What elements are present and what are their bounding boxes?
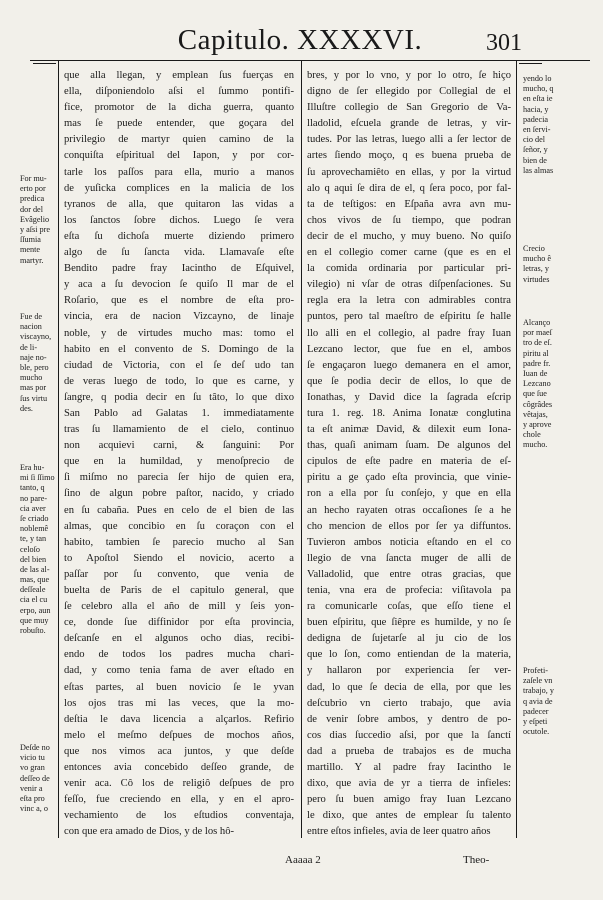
text-line: piritu a ge çado eſta provincia, que vinie- (307, 472, 511, 484)
text-line: eſtas partes, al buen novicio ſe le yvan (64, 681, 294, 693)
right-marginal-note-4 (523, 666, 569, 737)
text-line: buelta de Paris de el capitulo general, que (64, 585, 294, 596)
text-line: lladolid, eſcuela grande de letras, y vir- (307, 118, 511, 130)
marginal-note-line: Iuan de (523, 368, 548, 378)
text-line: ſi miſmo no parecia ſer hijo de quien era, (64, 472, 294, 484)
right-marginal-note-1 (523, 74, 569, 176)
left-marginal-note-2 (20, 312, 60, 414)
text-line: noble, y de virtudes mucho mas: tomo el (64, 327, 294, 339)
marginal-note-line: venir a (20, 783, 43, 793)
text-line: tarle los paſſos para ella, murio a manos (64, 166, 294, 178)
marginal-note-line: tro de eſ. (523, 338, 552, 348)
text-line: y aca a ſu devocion ſe quiſo Il mar de el (64, 279, 294, 291)
right-margin-rule (516, 60, 517, 838)
text-line: cipulos de eſte padre en materia de eſ- (307, 456, 511, 468)
text-line: los ſanctos ſobre dichos. Luego ſe vera (64, 214, 294, 226)
marginal-note-line: mi ſi ſſimo (20, 473, 55, 483)
text-line: que nos vimos aca juntos, y que deſde (64, 745, 294, 757)
text-line: bres, y por lo vno, y por lo otro, ſe hiço (307, 70, 511, 81)
text-line: digno de ſer ellegido por Collegial de el (307, 86, 511, 98)
text-line: que en la humildad, y menoſprecio de (64, 456, 294, 468)
marginal-note-line: vicio tu (20, 753, 45, 763)
marginal-note-line: naje no- (20, 352, 47, 362)
left-text-column (64, 68, 294, 841)
text-line: de venir ſobre ambos, y dentro de po- (307, 713, 511, 725)
text-line: Lezcano lector, que fue en el, ambos (307, 343, 511, 355)
text-line: Tuvieron ambos noticia eſtando en el co (307, 536, 511, 548)
marginal-note-line: vêtajas, (523, 409, 548, 419)
text-line: de yuſicka complices en la malicia de los (64, 182, 294, 194)
text-line: eſta ſu dichoſa muerte diziendo primero (64, 230, 294, 242)
text-line: deſcubrio vn cierto trabajo, que avia (307, 697, 511, 709)
text-line: llo alli en el collegio, al padre fray Iuan (307, 327, 511, 339)
catchword: Theo- (463, 854, 490, 866)
marginal-note-line: mas, que (20, 575, 50, 585)
text-line: alo q aqui ſe dira de el, q ſera poco, por fal- (307, 182, 511, 194)
marginal-note-line: por maeſ (523, 328, 552, 338)
marginal-note-line: cia aver (20, 503, 46, 513)
marginal-note-line: eſta pro (20, 793, 45, 803)
marginal-note-line: For mu- (20, 174, 47, 183)
text-line: ſe celebro alla el año de mill y ſeis yon- (64, 601, 294, 613)
text-line: San Pablo ad Galatas 1. immediatamente (64, 407, 294, 419)
marginal-note-line: en ſervi- (523, 124, 551, 134)
text-line: la comida ordinaria por particular pri- (307, 263, 511, 275)
text-line: tras ſu llamamiento de el cielo, continuo (64, 424, 294, 436)
marginal-note-line: predica (20, 194, 45, 204)
marginal-note-line: deſſeale (20, 585, 46, 595)
marginal-note-line: yendo lo (523, 74, 552, 83)
marginal-note-line: Deſde no (20, 743, 50, 752)
text-line: cos dias ſuccedio aſsi, por que la ſanctí (307, 729, 511, 741)
text-line: Ionathas, y David dice la ſagrada eſcrip (307, 391, 511, 403)
marginal-note-line: ocutole. (523, 727, 550, 737)
marginal-note-line: côgrâdes (523, 399, 553, 409)
text-line: ra comunicarle coſas, que eſſo tiene el (307, 601, 511, 613)
marginal-note-line: deſſeo de (20, 773, 50, 783)
right-marginal-note-3 (523, 318, 569, 450)
marginal-note-line: las almas (523, 165, 554, 175)
text-line: martillo. Y al padre fray Iacintho le (307, 762, 511, 774)
text-line: melo el meſmo deſpues de mochos años, (64, 729, 294, 741)
text-line: le dixo, que antes de emplear ſu talento (307, 810, 511, 822)
text-line: habito, tambien ſe parecio mucho al San (64, 536, 294, 548)
marginal-note-line: mucho (20, 373, 43, 383)
text-line: que ſe podia decir de ellos, lo que de (307, 375, 511, 387)
marginal-note-line: que muy (20, 615, 49, 625)
marginal-note-line: Era hu- (20, 463, 45, 472)
signature-mark: Aaaaa 2 (285, 854, 321, 866)
text-line: pero ſu buen amigo fray Iuan Lezcano (307, 794, 511, 806)
text-line: dad a prueba de trabajos es de mucha (307, 745, 511, 757)
text-line: ella, diſponiendolo aſsi el ſummo pontifi- (64, 86, 294, 98)
marginal-note-line: noblemê (20, 524, 49, 534)
marginal-note-line: tanto, q (20, 483, 45, 493)
marginal-note-line: ſeñor, y (523, 145, 548, 155)
marginal-note-line: ſus virtu (20, 393, 48, 403)
marginal-note-line: celoſo (20, 544, 41, 554)
text-line: ciudad de Victoria, con el ſe deſ udo tan (64, 359, 294, 371)
marginal-note-line: y aſsi pre (20, 224, 51, 234)
text-line: los ojos tras mi las veces, que la mo- (64, 697, 294, 709)
text-line: tyranos de alla, que quitaron las vidas a (64, 198, 294, 210)
text-line: deſtia le dava licencia a alçarlos. Refirio (64, 713, 294, 725)
marginal-note-line: erto por (20, 184, 46, 194)
text-line: Illuſtre collegio de San Gregorio de Va- (307, 102, 511, 114)
text-line: cho mencion de ellos por ſer ya diffuntos. (307, 520, 511, 532)
marginal-note-line: ble, pero (20, 362, 49, 372)
header-rule (30, 60, 590, 61)
marginal-note-line: mas por (20, 383, 47, 393)
page-number: 301 (486, 30, 522, 56)
marginal-note-line: mente (20, 245, 41, 255)
marginal-note-line: ſe criado (20, 513, 49, 523)
marginal-note-line: y aprove (523, 419, 552, 429)
marginal-note-line: des. (20, 403, 33, 413)
left-marginal-note-1 (20, 174, 60, 266)
margin-short-rule (33, 63, 56, 64)
marginal-note-line: trabajo, y (523, 686, 554, 696)
text-line: vechamiento de los eſtudios conventaja, (64, 810, 294, 822)
text-line: artes ſiendo moço, q es buena prueba de (307, 150, 511, 162)
text-line: ſino de algun pobre paſtor, nacido, y criado (64, 488, 294, 500)
marginal-note-line: letras, y (523, 264, 549, 274)
marginal-note-line: robuſto. (20, 626, 46, 635)
marginal-note-line: Alcanço (523, 318, 551, 327)
marginal-note-line: vo gran (20, 763, 45, 773)
text-line: buen eſpiritu, que ſiêpre es humilde, y no ſe (307, 617, 511, 629)
marginal-note-line: cio del (523, 135, 546, 145)
text-line: dedigna de ſujetarſe al ju cio de los (307, 633, 511, 645)
text-line: ce, donde ſue diffinidor por eſta provincia, (64, 617, 294, 629)
text-line: ſangre, q podia decir en ſu tâto, lo que dixo (64, 391, 294, 403)
text-line: ta de teſtigos: en Eſpaña avra avn mu- (307, 198, 511, 210)
marginal-note-line: Evâgelio (20, 214, 50, 224)
marginal-note-line: nacion (20, 322, 42, 332)
text-line: deſcanſe en el algunos ocho dias, recibi- (64, 633, 294, 645)
left-marginal-note-3 (20, 463, 60, 636)
marginal-note-line: Lezcano (523, 379, 551, 389)
text-line: tudes. Por las letras, luego alli a ſer lector de (307, 134, 511, 146)
text-line: mas ſe puede entender, que goçara del (64, 118, 294, 130)
text-line: puntos, pero tal maeſtro de eſpiritu ſe halle (307, 311, 511, 323)
text-line: feſſo, fue creciendo en ella, y en el apro- (64, 794, 294, 806)
text-line: regla era la letra con admirables contra (307, 295, 511, 307)
text-line: fice, promotor de la dicha guerra, quanto (64, 102, 294, 114)
text-line: dad, lo que ſe decia de ella, por que les (307, 681, 511, 693)
text-line: Valladolid, que entre otras gracias, que (307, 568, 511, 580)
text-line: vilegio) ni vſar de otras diſpenſaciones. Su (307, 279, 511, 291)
marginal-note-line: padre fr. (523, 358, 551, 368)
text-line: privilegio de martyr quien camino de la (64, 134, 294, 146)
text-line: en ſu cabaña. Pues en celo de el bien de las (64, 504, 294, 516)
marginal-note-line: de las al- (20, 564, 50, 574)
marginal-note-line: Fue de (20, 312, 43, 321)
text-line: que alla llegan, y emplean ſus fuerças en (64, 70, 294, 81)
marginal-note-line: Profeti- (523, 666, 549, 675)
text-line: ſe engaçaron luego demanera en el amor, (307, 359, 511, 371)
text-line: habito en el convento de S. Domingo de la (64, 343, 294, 355)
left-marginal-note-4 (20, 743, 60, 814)
marginal-note-line: padecer (523, 706, 549, 716)
text-line: non acquievi carni, & ſanguini: Por (64, 440, 294, 452)
marginal-note-line: martyr. (20, 255, 44, 265)
marginal-note-line: que ſue (523, 389, 547, 399)
text-line: paſſar por ſu convento, que venia de (64, 568, 294, 580)
marginal-note-line: erpo, aun (20, 605, 51, 615)
text-line: thas, quaſi animam ſuam. De algunos del (307, 440, 511, 452)
text-line: llegio de vna ſancta muger de alli de (307, 552, 511, 564)
marginal-note-line: viscayno, (20, 332, 52, 342)
marginal-note-line: mucho. (523, 440, 548, 450)
text-line: entonces avia concebido deſſeo grande, de (64, 762, 294, 774)
marginal-note-line: q avia de (523, 696, 553, 706)
chapter-title: Capitulo. XXXXVI. (177, 24, 423, 56)
text-line: conquiſta eſpiritual del Iapon, y por cor- (64, 150, 294, 162)
marginal-note-line: mucho, q (523, 84, 554, 94)
text-line: vincia, era de nacion Vizcayno, de linaje (64, 311, 294, 323)
text-line: de veras luego de todo, lo que es carne, y (64, 375, 294, 387)
text-line: to Apoſtol Siendo el novicio, acerto a (64, 552, 294, 564)
marginal-note-line: piritu al (523, 348, 549, 358)
marginal-note-line: de li- (20, 342, 38, 352)
text-line: dixo, que avia de yr a tierra de infieles: (307, 778, 511, 790)
text-line: entre eſtos infieles, avia de leer quatro años (307, 826, 491, 838)
marginal-note-line: hacia, y (523, 104, 549, 114)
marginal-note-line: zaſele vn (523, 676, 553, 686)
marginal-note-line: y eſpeti (523, 716, 548, 726)
marginal-note-line: virtudes (523, 274, 550, 284)
marginal-note-line: en eſta ie (523, 94, 553, 104)
marginal-note-line: del bien (20, 554, 47, 564)
text-line: almas, que concibio en ſu coraçon con el (64, 520, 294, 532)
text-line: chos vivos de ſu tiempo, que podran (307, 214, 511, 226)
marginal-note-line: te, y tan (20, 534, 47, 544)
margin-short-rule-right (519, 63, 542, 64)
text-line: venir aca. Cô los de religiô deſpues de pro (64, 778, 294, 790)
text-line: Bendito padre fray Iacintho de Eſquivel, (64, 263, 294, 275)
marginal-note-line: bien de (523, 155, 547, 165)
marginal-note-line: padecia (523, 114, 548, 124)
text-line: algo de ſu ſancta vida. Llamavaſe eſte (64, 247, 294, 259)
right-text-column (307, 68, 511, 841)
right-marginal-note-2 (523, 244, 569, 285)
marginal-note-line: Crecio (523, 244, 545, 253)
marginal-note-line: chole (523, 430, 541, 440)
text-line: con que era amado de Dios, y de los hô- (64, 826, 235, 838)
text-line: ta eſt animæ David, & dilexit eum Iona- (307, 424, 511, 436)
text-line: ſu aprovechamiêto en ellas, y por la virtud (307, 166, 511, 178)
marginal-note-line: cia el cu (20, 595, 48, 605)
text-line: an hecho rayaten otras occaſiones ſe a he (307, 504, 511, 516)
text-line: en el collegio comer carne (que es en el (307, 247, 511, 259)
text-line: tura 1. reg. 18. Anima Ionatæ conglutina (307, 407, 511, 419)
marginal-note-line: no pare- (20, 493, 48, 503)
text-line: ron a ella por ſu conſejo, y que en ella (307, 488, 511, 500)
text-line: y hallaron por experiencia ſer ver- (307, 665, 511, 677)
marginal-note-line: vinc a, o (20, 804, 48, 814)
marginal-note-line: ſſumia (20, 235, 41, 245)
text-line: tenia, vna era de profecia: viſitavola pa (307, 585, 511, 596)
marginal-note-line: mucho ê (523, 254, 551, 264)
text-line: decir de el mucho, y muy bueno. No quiſo (307, 230, 511, 242)
text-line: que lo ſon, como entiendan de la materia, (307, 649, 511, 661)
text-line: endo de todos los padres mucha chari- (64, 649, 294, 661)
text-line: dad, y como tenia fama de aver eſtado en (64, 665, 294, 677)
marginal-note-line: dor del (20, 204, 43, 214)
column-divider (301, 60, 302, 838)
text-line: Roſario, que es el nombre de eſta pro- (64, 295, 294, 307)
